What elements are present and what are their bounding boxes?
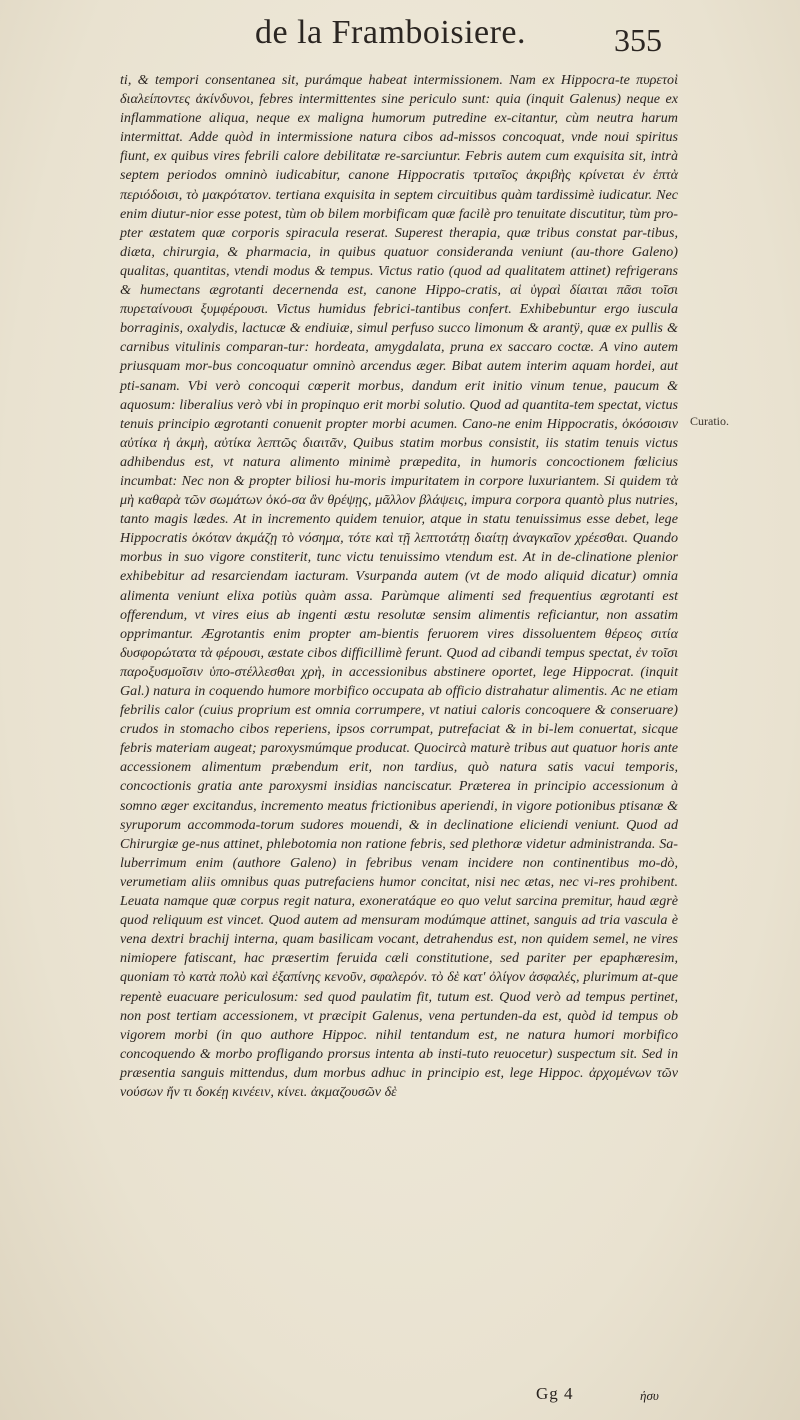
page-footer: [120, 1384, 690, 1408]
body-paragraph: ti, & tempori consentanea sit, purámque habeat intermissionem. Nam ex Hippocra-te πυρετοὶ διαλείποντες ἀκίνδυνοι, febres intermittentes sine periculo sunt: quia (inquit Galenus) neque ex inflammatione aliqua, neque ex maligna humorum putredine ex-citantur, cùm neutra harum intermittat. Adde quòd in intermissione natura cibos ad-missos concoquat, vnde noui spiritus fiunt, ex quibus vires febrili calore debilitatæ re-sarciuntur. Febris autem cum exquisita sit, intrà septem periodos omninò iudicabitur, canone Hippocratis τριταῖος ἀκριβὴς κρίνεται ἐν ἑπτὰ περιόδοισι, τὸ μακρότατον. tertiana exquisita in septem circuitibus quàm tardissimè iudicatur. Nec enim diutur-nior esse potest, tùm ob bilem morbificam quæ facilè pro tenuitate discutitur, tùm pro-pter æstatem quæ corporis spiracula reserat. Superest therapia, quæ tribus constat par-tibus, diæta, chirurgia, & pharmacia, in quibus quatuor consideranda veniunt (au-thore Galeno) qualitas, quantitas, vtendi modus & tempus. Victus ratio (quod ad qualitatem attinet) refrigerans & humectans ægrotanti decernenda est, canone Hippo-cratis, αἱ ὑγραὶ δίαιται πᾶσι τοῖσι πυρεταίνουσι ξυμφέρουσι. Victus humidus febrici-tantibus confert. Exhibebuntur ergo iuscula borraginis, oxalydis, lactucæ & endiuiæ, simul perfuso succo limonum & arantÿ, quæ ex pullis & carnibus vitulinis comparan-tur: hordeata, amygdalata, pruna ex saccaro coctæ. A vino autem priusquam mor-bus concoquatur omninò arcendus æger. Bibat autem interim aquam hordei, aut pti-sanam. Vbi verò concoqui cœperit morbus, dandum erit initio vinum tenue, paucum & aquosum: liberalius verò vbi in propinquo erit morbi solutio. Quod ad quantita-tem spectat, victus tenuis principio ægrotanti conuenit propter morbi acumen. Cano-ne enim Hippocratis, ὁκόσοισιν αὐτίκα ἡ ἀκμὴ, αὐτίκα λεπτῶς διαιτᾶν, Quibus statim morbus consistit, iis statim tenuis victus adhibendus est, vt natura alimento minimè præpedita, in humoris concoctionem fœlicius incumbat: Nec non & propter biliosi hu-moris impuritatem in corpore luxuriantem. Si quidem τὰ μὴ καθαρὰ τῶν σωμάτων ὁκό-σα ἂν θρέψῃς, μᾶλλον βλάψεις, impura corpora quantò plus nutries, tanto magis lædes. At in incremento quidem tenuior, atque in statu tenuissimus esse debet, lege Hippocratis ὁκόταν ἀκμάζῃ τὸ νόσημα, τότε καὶ τῇ λεπτοτάτῃ διαίτῃ ἀναγκαῖον χρέεσθαι. Quando morbus in suo vigore constiterit, tunc victu tenuissimo vtendum est. At in de-clinatione plenior exhibebitur ad resarciendam iacturam. Vsurpanda autem (vt de modo aliquid dicatur) omnia alimenta veniunt elixa potiùs quàm assa. Parùmque alimenti sed frequentius ægrotanti est offerendum, vt vires eius ab ingenti æstu resolutæ sensim alimentis reficiantur, non assatim opprimantur. Ægrotantis enim propter am-bientis feruorem vires dissoluentem θέρεος σιτία δυσφορώτατα τὰ φέρουσι, æstate cibos difficillimè ferunt. Quod ad cibandi tempus spectat, ἐν τοῖσι παροξυσμοῖσιν ὑπο-στέλλεσθαι χρὴ, in accessionibus abstinere oportet, lege Hippocrat. (inquit Gal.) natura in coquendo humore morbifico occupata ab officio distrahatur alimentis. Ac ne etiam febrilis calor (cuius proprium est omnia corrumpere, vt natiui caloris concoquere & conseruare) crudos in stomacho cibos reperiens, ipsos corrumpat, putrefaciat & in bi-lem conuertat, sicque febris materiam augeat; paroxysmúmque producat. Quocircà maturè tribus aut quatuor horis ante accessionem alimentum præbendum erit, non tardius, quò natura satis vacui temporis, concoctionis gratia ante paroxysmi insidias nanciscatur. Præterea in principio accessionum à somno æger excitandus, incremento meatus frictionibus aperiendi, in vigore potionibus ptisanæ & syruporum accommoda-torum sudores mouendi, & in declinatione eliciendi veniunt. Quod ad Chirurgiæ ge-nus attinet, phlebotomia non ratione febris, sed plethoræ videtur administranda. Sa-luberrimum enim (authore Galeno) in febribus venam incidere non continentibus mo-dò, verumetiam aliis omnibus quas putrefaciens humor concitat, nisi nec ætas, nec vi-res prohibent. Leuata namque quæ corpus regit natura, exoneratáque eo quo velut sarcina premitur, haud ægrè quod reliquum est vincet. Quod autem ad mensuram modúmque attinet, sanguis ad tria vascula è vena dextri brachij interna, quam basilicam vocant, detrahendus est, non quidem semel, ne vires nimiopere fatiscant, hac præsertim feruida cæli constitutione, sed pariter per epaphæresim, quoniam τὸ κατὰ πολὺ καὶ ἐξαπίνης κενοῦν, σφαλερόν. τὸ δὲ κατ' ὀλίγον ἀσφαλές, plurimum at-que repentè euacuare periculosum: sed quod paulatim fit, tutum est. Quod verò ad tempus pertinet, non post tertiam accessionem, vt præcipit Galenus, vena pertunden-da est, quòd id tempus ob vigorem morbi (in quo authore Hippoc. nihil tentandum est, ne natura humori morbifico concoquendo & morbo profligando prorsus intenta ab insti-tuto reuocetur) suspectum sit. Sed in præsentia sanguis mittendus, dum morbus adhuc in principio est, lege Hippoc. ἀρχομένων τῶν νούσων ἤν τι δοκέῃ κινέειν, κίνει. ἀκμαζουσῶν δὲ: [120, 72, 678, 1100]
body-text: [120, 71, 678, 1102]
signature-mark: Gg 4: [536, 1384, 574, 1403]
page-number: 355: [614, 22, 662, 58]
catchword: ἡσυ: [640, 1388, 659, 1403]
running-head: de la Framboisiere.: [255, 14, 527, 51]
margin-note: Curatio.: [690, 414, 729, 428]
